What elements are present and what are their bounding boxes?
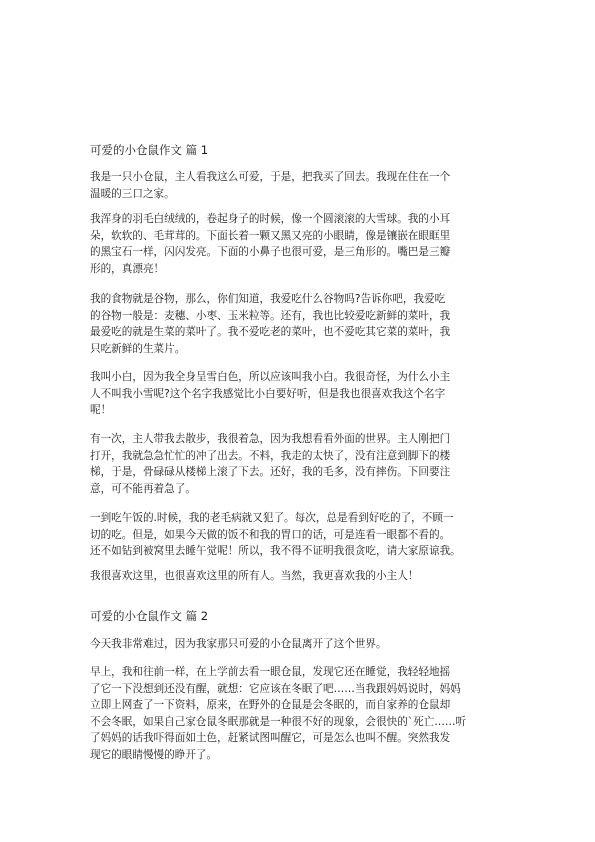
paragraph [90,169,508,202]
paragraph [90,568,508,585]
text-line: 呢！ [90,404,112,416]
paragraph [90,510,508,560]
text-line: 一到吃午饭的.时候，我的老毛病就又犯了。每次，总是看到好吃的了，不顾一 [90,512,454,524]
text-line: 形的，真漂亮！ [90,262,165,275]
text-line: 我浑身的羽毛白绒绒的，卷起身子的时候，像一个圆滚滚的大雪球。我的小耳 [90,213,451,225]
essay-title-2: 可爱的小仓鼠作文 篇 2 [90,609,209,623]
text-line: 我叫小白，因为我全身呈雪白色，所以应该叫我小白。我很奇怪，为什么小主 [90,371,451,383]
paragraph [90,211,508,277]
text-line: 有一次，主人带我去散步，我很着急，因为我想看看外面的世界。主人刚把门 [90,433,451,445]
paragraph [90,369,508,419]
text-line: 最爱吃的就是生菜的菜叶了。我不爱吃老的菜叶，也不爱吃其它菜的菜叶，我 [90,326,451,338]
text-line: 只吃新鲜的生菜片。 [90,342,186,355]
text-line: 切的吃。但是，如果今天做的饭不和我的胃口的话，可是连看一眼都不看的。 [90,528,451,541]
paragraph [90,636,508,653]
text-line: 我是一只小仓鼠，主人看我这么可爱，于是，把我买了回去。我现在住在一个 [90,171,451,183]
text-line: 今天我非常难过，因为我家那只可爱的小仓鼠离开了这个世界。 [90,638,387,650]
text-line: 打开，我就急急忙忙的冲了出去。不料，我走的太快了，没有注意到脚下的楼 [90,449,451,462]
text-line: 的谷物一般是：麦穗、小枣、玉米粒等。还有，我也比较爱吃新鲜的菜叶，我 [90,309,451,322]
text-line: 了它一下没想到还没有醒，就想：它应该在冬眠了吧……当我跟妈妈说时，妈妈 [90,682,461,695]
text-line: 意，可不能再着急了。 [90,482,196,495]
text-line: 朵，软软的、毛茸茸的。下面长着一颗又黑又亮的小眼睛，像是镶嵌在眼眶里 [90,229,451,242]
text-line: 我的食物就是谷物，那么，你们知道，我爱吃什么谷物吗?告诉你吧，我爱吃 [90,293,446,305]
paragraph [90,431,508,497]
text-line: 早上，我和往前一样，在上学前去看一眼仓鼠，发现它还在睡觉，我轻轻地摇 [90,666,451,678]
text-line: 现它的眼睛慢慢的睁开了。 [90,748,218,761]
text-line: 的黑宝石一样，闪闪发亮。下面的小鼻子也很可爱，是三角形的。嘴巴是三瓣 [90,246,451,258]
text-line: 我很喜欢这里，也很喜欢这里的所有人。当然，我更喜欢我的小主人！ [90,570,419,582]
text-line: 了妈妈的话我吓得面如土色，赶紧试图叫醒它，可是怎么也叫不醒。突然我发 [90,732,451,744]
essay-title-1: 可爱的小仓鼠作文 篇 1 [90,143,209,157]
text-line: 立即上网查了一下资料，原来，在野外的仓鼠是会冬眠的，而自家养的仓鼠却 [90,699,451,711]
text-line: 人不叫我小雪呢?这个名字我感觉比小白要好听，但是我也很喜欢我这个名字 [90,387,446,400]
paragraph [90,664,508,763]
text-line: 不会冬眠，如果自己家仓鼠冬眠那就是一种很不好的现象，会很快的`死亡……听 [90,715,467,728]
paragraph [90,291,508,357]
text-line: 还不如钻到被窝里去睡午觉呢！所以，我不得不证明我很贪吃，请大家原谅我。 [90,545,461,557]
text-line: 温暖的三口之家。 [90,187,175,200]
text-line: 梯，于是，骨碌碌从楼梯上滚了下去。还好，我的毛多，没有摔伤。下回要注 [90,466,451,478]
